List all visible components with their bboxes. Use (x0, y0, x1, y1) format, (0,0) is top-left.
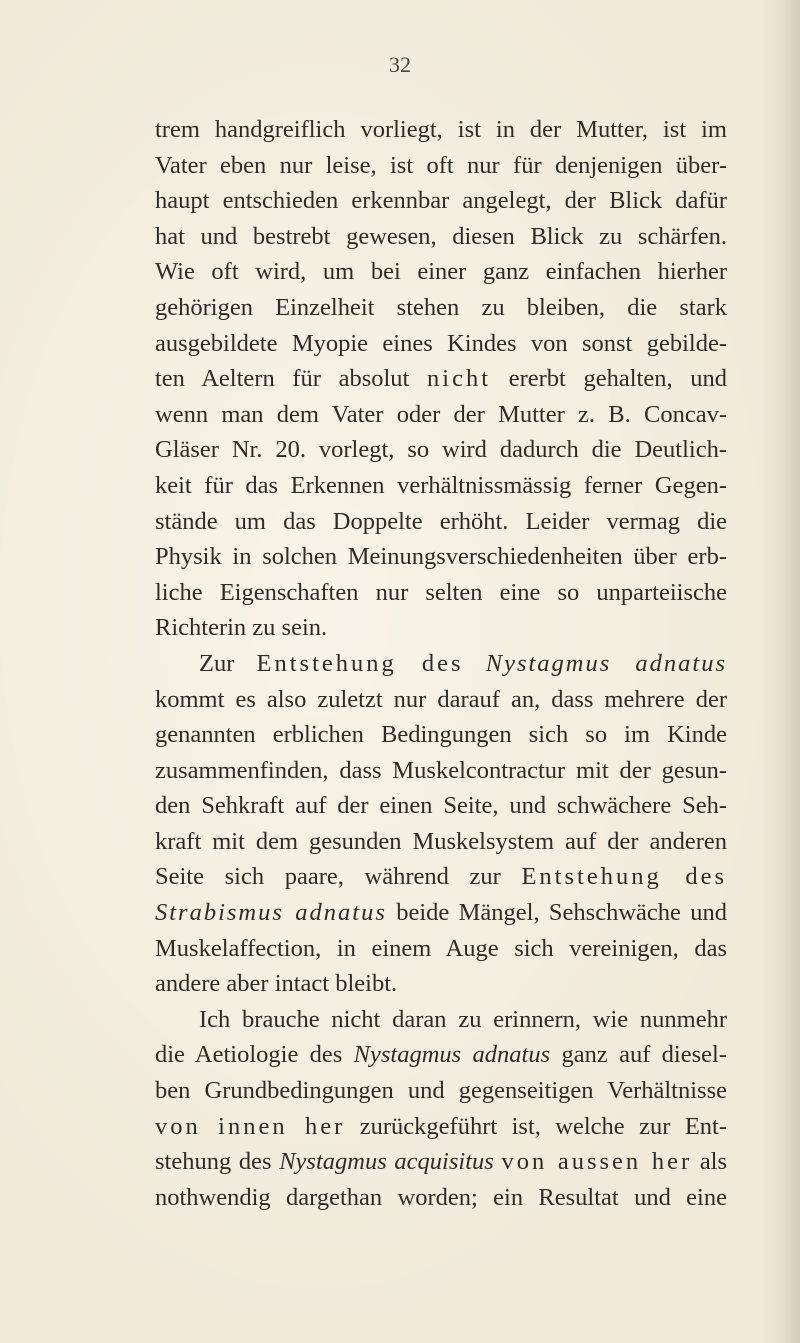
text-line: Muskelaffection, in einem Auge sich vereinigen, das (155, 934, 727, 962)
text-line: nothwendig dargethan worden; ein Resultat und eine (155, 1183, 727, 1211)
text-line: gehörigen Einzelheit stehen zu bleiben, die stark (155, 293, 727, 321)
text-line: stände um das Doppelte erhöht. Leider vermag die (155, 507, 727, 535)
text-fragment: zurückgeführt ist, welche zur Ent- (359, 1112, 727, 1140)
text-fragment: die Aetiologie des (155, 1041, 343, 1069)
text-fragment: Seite sich paare, während zur (155, 863, 501, 891)
text-fragment: ererbt gehalten, und (508, 365, 727, 393)
text-line: haupt entschieden erkennbar angelegt, der Blick dafür (155, 187, 727, 215)
text-line: Vater eben nur leise, ist oft nur für denjenigen über- (155, 151, 727, 179)
italic-term: Strabismus adnatus (155, 899, 387, 927)
text-fragment: ten Aeltern für absolut (155, 365, 410, 393)
text-line: kraft mit dem gesunden Muskelsystem auf der anderen (155, 827, 727, 855)
text-line: Physik in solchen Meinungsverschiedenheiten über erb- (155, 543, 727, 571)
text-line: genannten erblichen Bedingungen sich so im Kinde (155, 721, 727, 749)
italic-term: Nystagmus adnatus (353, 1041, 551, 1069)
text-fragment: beide Mängel, Sehschwäche und (396, 899, 727, 927)
text-line (155, 1037, 727, 1073)
spaced-emphasis: von aussen her (501, 1148, 693, 1176)
text-line: Wie oft wird, um bei einer ganz einfachen hierher (155, 258, 727, 286)
text-line: ben Grundbedingungen und gegenseitigen Verhältnisse (155, 1077, 727, 1105)
text-line: kommt es also zuletzt nur darauf an, dass mehrere der (155, 685, 727, 713)
text-line (155, 895, 727, 931)
text-line: Gläser Nr. 20. vorlegt, so wird dadurch die Deutlich- (155, 436, 727, 464)
page-edge-shadow (760, 0, 800, 1343)
text-line: liche Eigenschaften nur selten eine so unparteiische (155, 578, 727, 606)
text-line: andere aber intact bleibt. (155, 970, 398, 998)
text-line (155, 1144, 727, 1180)
italic-term: Nystagmus acquisitus (279, 1148, 494, 1176)
text-line: wenn man dem Vater oder der Mutter z. B. Concav- (155, 400, 727, 428)
text-line (155, 361, 727, 397)
page-number: 32 (389, 52, 411, 77)
text-line: Richterin zu sein. (155, 614, 328, 642)
text-line (155, 859, 727, 895)
text-line (155, 646, 727, 682)
text-line: ausgebildete Myopie eines Kindes von sonst gebilde- (155, 329, 727, 357)
italic-term: Nystagmus adnatus (485, 649, 727, 677)
text-line: Ich brauche nicht daran zu erinnern, wie nunmehr (199, 1005, 727, 1033)
text-line: hat und bestrebt gewesen, diesen Blick zu schärfen. (155, 222, 727, 250)
text-line: keit für das Erkennen verhältnissmässig ferner Gegen- (155, 471, 727, 499)
spaced-emphasis: Entstehung des (521, 863, 727, 891)
text-line (155, 1109, 727, 1145)
body-text (155, 112, 727, 1215)
spaced-emphasis: nicht (427, 365, 492, 393)
text-fragment: stehung des (155, 1148, 272, 1176)
text-line: trem handgreiflich vorliegt, ist in der Mutter, ist im (155, 116, 727, 143)
text-line: den Sehkraft auf der einen Seite, und schwächere Seh- (155, 792, 727, 820)
spaced-emphasis: von innen her (155, 1112, 346, 1140)
text-line: zusammenfinden, dass Muskelcontractur mit der gesun- (155, 756, 727, 784)
text-fragment: ganz auf diesel- (561, 1041, 727, 1069)
text-fragment: als (699, 1148, 727, 1176)
spaced-emphasis: Entstehung des (256, 649, 464, 677)
text-fragment: Zur (199, 649, 235, 677)
